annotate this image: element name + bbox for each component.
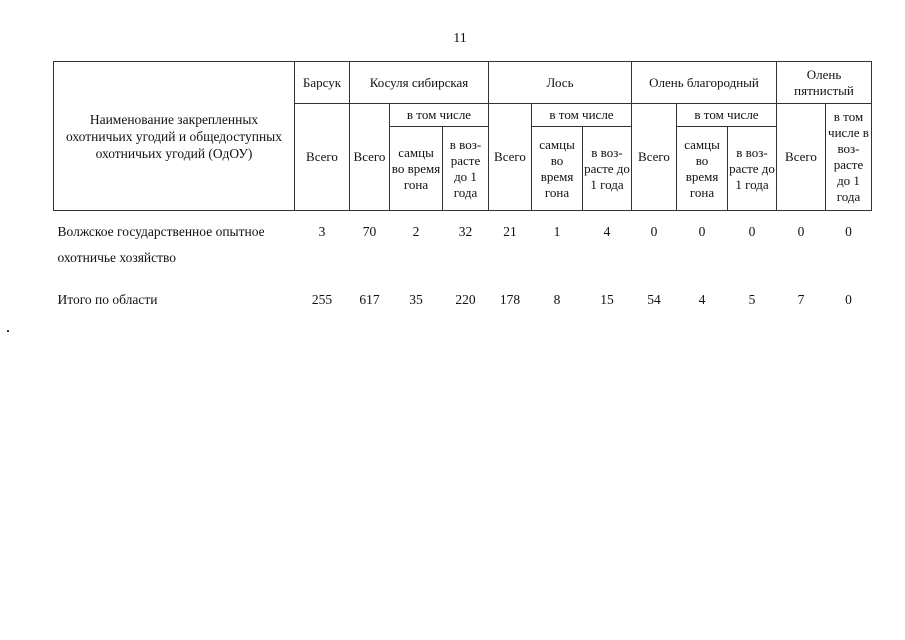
sika-deer-age-under-1-header: в том числе в воз-расте до 1 года <box>826 104 872 211</box>
table-cell: 0 <box>797 224 805 239</box>
row-label: Волжское государственное опытное охотничье хозяйство <box>57 224 265 265</box>
page-number: 11 <box>453 31 467 46</box>
stray-dot <box>7 330 9 332</box>
table-cell: 0 <box>845 291 852 307</box>
badger-total-header: Всего <box>295 104 350 211</box>
group-header-red-deer: Олень благородный <box>632 62 777 104</box>
table-cell: 4 <box>603 224 611 239</box>
roe-deer-total-header: Всего <box>350 104 390 211</box>
table-cell: 0 <box>698 224 706 239</box>
row-label: Итого по области <box>57 291 158 307</box>
table-row <box>54 211 872 281</box>
table-cell: 2 <box>412 224 420 239</box>
table-cell: 15 <box>600 291 614 307</box>
red-deer-in-that-number-header: в том числе <box>677 104 777 127</box>
table-cell: 7 <box>797 291 805 307</box>
roe-deer-males-rut-header: самцы во время гона <box>390 127 443 211</box>
table-cell: 54 <box>647 291 661 307</box>
group-header-roe-deer: Косуля сибирская <box>350 62 489 104</box>
table-cell: 0 <box>845 224 852 239</box>
group-header-badger: Барсук <box>295 62 350 104</box>
table-cell: 70 <box>362 224 377 239</box>
moose-in-that-number-header: в том числе <box>532 104 632 127</box>
table-cell: 255 <box>311 291 333 307</box>
red-deer-males-rut-header: самцы во время гона <box>677 127 728 211</box>
table-cell: 21 <box>503 224 517 239</box>
group-header-moose: Лось <box>489 62 632 104</box>
red-deer-age-under-1-header: в воз-расте до 1 года <box>728 127 777 211</box>
table-cell: 220 <box>455 291 476 307</box>
roe-deer-in-that-number-header: в том числе <box>390 104 489 127</box>
hunting-quota-table <box>53 61 872 313</box>
name-column-header: Наименование закрепленных охотничьих угодий и общедоступных охотничьих угодий (ОдОУ) <box>54 62 295 211</box>
table-row <box>54 281 872 313</box>
group-header-sika-deer: Олень пятнистый <box>777 62 872 104</box>
red-deer-total-header: Всего <box>632 104 677 211</box>
table-cell: 32 <box>458 224 473 239</box>
table-cell: 35 <box>409 291 423 307</box>
roe-deer-age-under-1-header: в воз-расте до 1 года <box>443 127 489 211</box>
table-cell: 3 <box>318 224 326 239</box>
table-cell: 617 <box>359 291 380 307</box>
table-cell: 4 <box>698 291 706 307</box>
moose-males-rut-header: самцы во время гона <box>532 127 583 211</box>
moose-age-under-1-header: в воз-расте до 1 года <box>583 127 632 211</box>
moose-total-header: Всего <box>489 104 532 211</box>
table-cell: 5 <box>748 291 756 307</box>
table-cell: 178 <box>499 291 521 307</box>
sika-deer-total-header: Всего <box>777 104 826 211</box>
table-cell: 8 <box>553 291 561 307</box>
table-cell: 0 <box>650 224 658 239</box>
table-cell: 0 <box>748 224 756 239</box>
table-cell: 1 <box>553 224 561 239</box>
